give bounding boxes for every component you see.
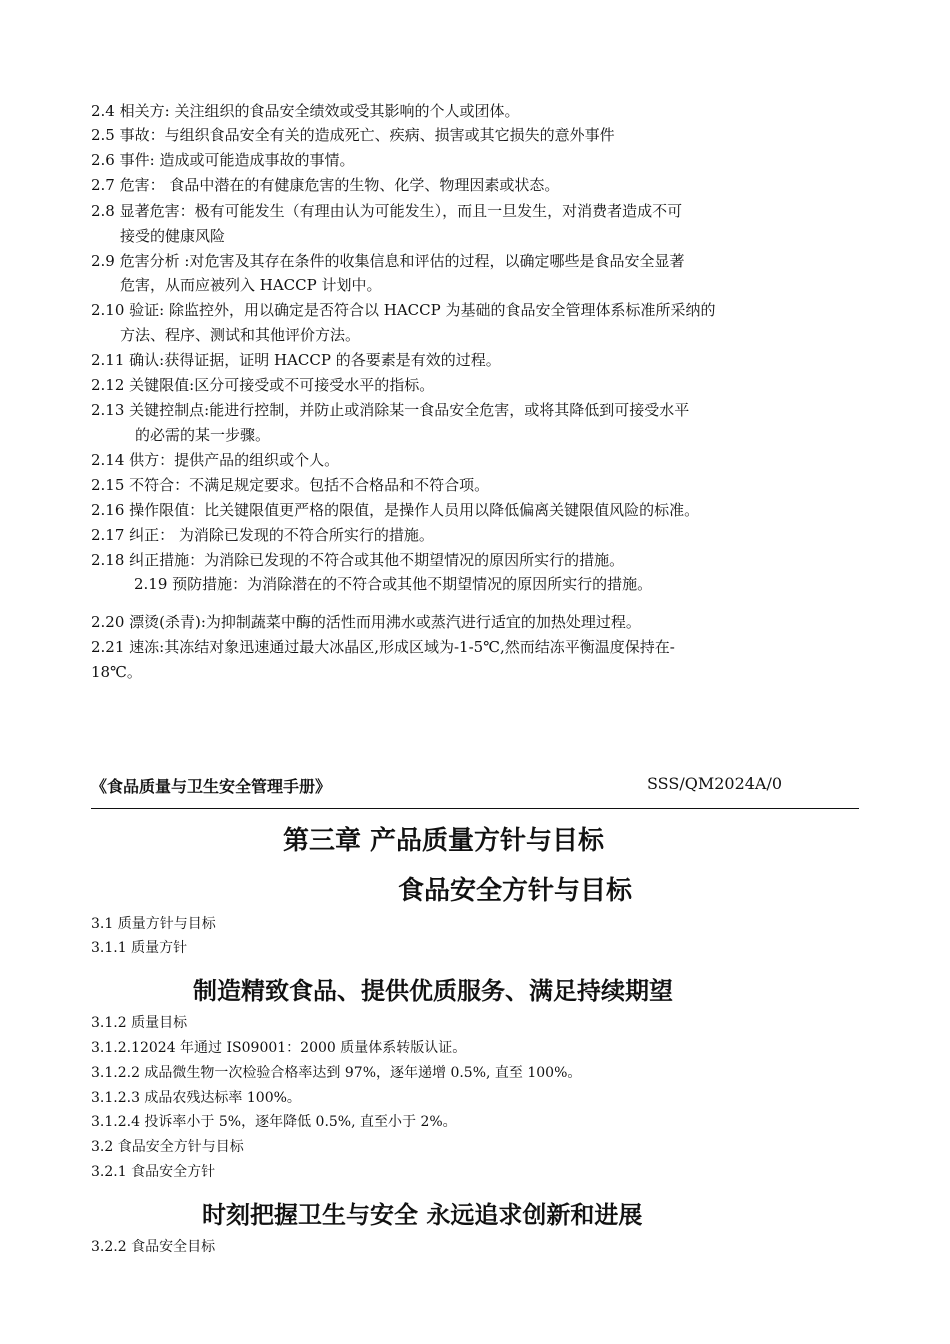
definition-2-6: 2.6 事件: 造成或可能造成事故的事情。 (91, 151, 355, 169)
section-3-1-2: 3.1.2 质量目标 (91, 1015, 188, 1031)
definition-2-10-cont: 方法、程序、测试和其他评价方法。 (120, 326, 361, 344)
section-3-1: 3.1 质量方针与目标 (91, 916, 216, 932)
definition-2-13-cont: 的必需的某一步骤。 (135, 426, 271, 444)
definition-2-19: 2.19 预防措施：为消除潜在的不符合或其他不期望情况的原因所实行的措施。 (134, 575, 653, 593)
definition-2-17: 2.17 纠正： 为消除已发现的不符合所实行的措施。 (91, 526, 434, 544)
definition-2-8: 2.8 显著危害：极有可能发生（有理由认为可能发生），而且一旦发生，对消费者造成不可 (91, 202, 683, 220)
chapter-subtitle: 食品安全方针与目标 (398, 876, 633, 906)
definition-2-7: 2.7 危害： 食品中潜在的有健康危害的生物、化学、物理因素或状态。 (91, 176, 560, 194)
section-3-1-2-3: 3.1.2.3 成品农残达标率 100%。 (91, 1090, 301, 1106)
definition-2-9: 2.9 危害分析 :对危害及其存在条件的收集信息和评估的过程，以确定哪些是食品安全显著 (91, 252, 685, 270)
definition-2-8-cont: 接受的健康风险 (120, 227, 226, 245)
section-3-2-2: 3.2.2 食品安全目标 (91, 1239, 216, 1255)
manual-title: 《食品质量与卫生安全管理手册》 (91, 777, 332, 796)
definition-2-4: 2.4 相关方: 关注组织的食品安全绩效或受其影响的个人或团体。 (91, 102, 520, 120)
definition-2-20: 2.20 漂烫(杀青):为抑制蔬菜中酶的活性而用沸水或蒸汽进行适宜的加热处理过程。 (91, 613, 641, 631)
safety-policy-slogan: 时刻把握卫生与安全 永远追求创新和进展 (202, 1201, 643, 1229)
section-3-2: 3.2 食品安全方针与目标 (91, 1139, 244, 1155)
definition-2-21: 2.21 速冻:其冻结对象迅速通过最大冰晶区,形成区域为-1-5℃,然而结冻平衡温度保持在- (91, 638, 675, 656)
definition-2-21-cont: 18℃。 (91, 663, 142, 681)
chapter-title: 第三章 产品质量方针与目标 (283, 826, 605, 856)
definition-2-14: 2.14 供方：提供产品的组织或个人。 (91, 451, 340, 469)
header-rule (91, 808, 859, 809)
definition-2-15: 2.15 不符合：不满足规定要求。包括不合格品和不符合项。 (91, 476, 490, 494)
definition-2-9-cont: 危害，从而应被列入 HACCP 计划中。 (120, 276, 382, 294)
definition-2-16: 2.16 操作限值：比关键限值更严格的限值，是操作人员用以降低偏离关键限值风险的标准。 (91, 501, 700, 519)
section-3-1-1: 3.1.1 质量方针 (91, 940, 188, 956)
definition-2-13: 2.13 关键控制点:能进行控制，并防止或消除某一食品安全危害，或将其降低到可接受水平 (91, 401, 690, 419)
section-3-1-2-2: 3.1.2.2 成品微生物一次检验合格率达到 97%，逐年递增 0.5%, 直至 100%。 (91, 1065, 582, 1081)
definition-2-12: 2.12 关键限值:区分可接受或不可接受水平的指标。 (91, 376, 435, 394)
section-3-2-1: 3.2.1 食品安全方针 (91, 1164, 216, 1180)
definition-2-5: 2.5 事故：与组织食品安全有关的造成死亡、疾病、损害或其它损失的意外事件 (91, 126, 615, 144)
quality-policy-slogan: 制造精致食品、提供优质服务、满足持续期望 (193, 977, 673, 1005)
section-3-1-2-4: 3.1.2.4 投诉率小于 5%，逐年降低 0.5%, 直至小于 2%。 (91, 1114, 457, 1130)
section-3-1-2-1: 3.1.2.12024 年通过 IS09001：2000 质量体系转版认证。 (91, 1040, 467, 1056)
definition-2-11: 2.11 确认:获得证据，证明 HACCP 的各要素是有效的过程。 (91, 351, 501, 369)
doc-code: SSS/QM2024A/0 (647, 774, 783, 793)
definition-2-18: 2.18 纠正措施：为消除已发现的不符合或其他不期望情况的原因所实行的措施。 (91, 551, 625, 569)
definition-2-10: 2.10 验证: 除监控外，用以确定是否符合以 HACCP 为基础的食品安全管理体系标准所采纳的 (91, 301, 716, 319)
